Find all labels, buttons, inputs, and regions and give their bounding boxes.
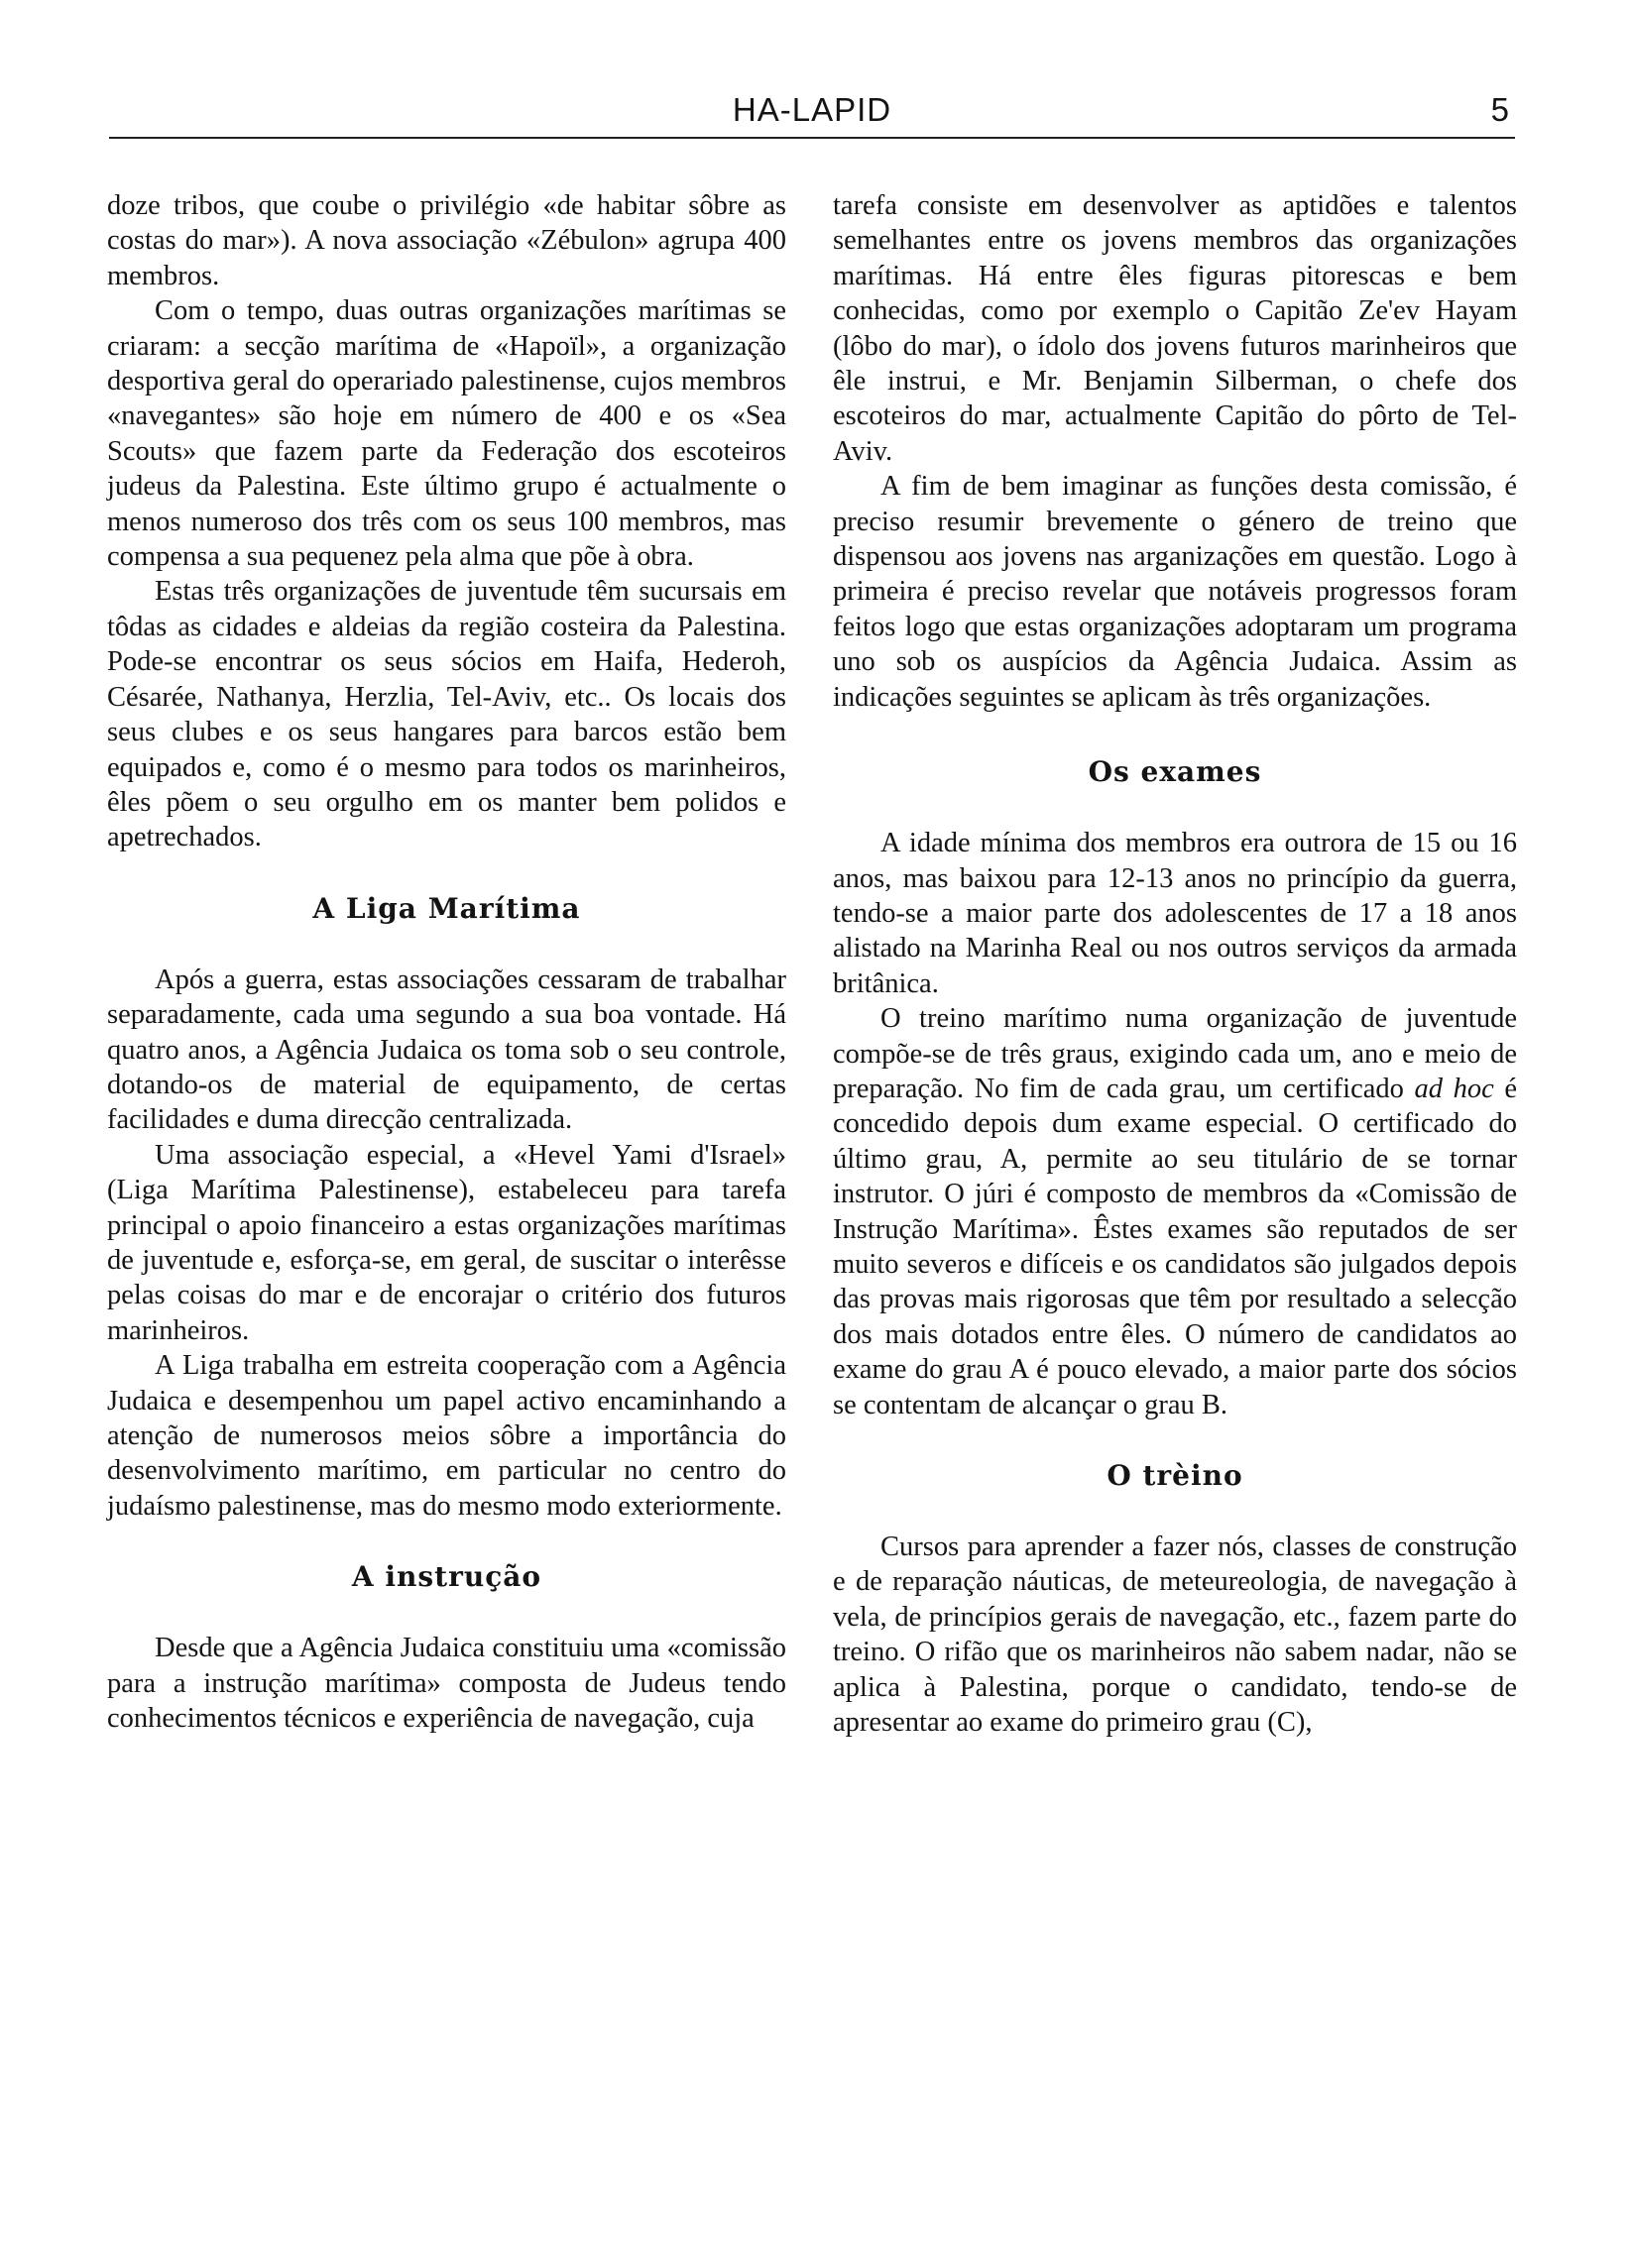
paragraph: Desde que a Agência Judaica constituiu uma «comissão para a instrução marítima» composta de Judeus tendo conhecimentos técnicos e experiência de navegação, cuja xyxy=(107,1633,786,1735)
paragraph: Uma associação especial, a «Hevel Yami d'Israel» (Liga Marítima Palestinense), estabeleceu para tarefa principal o apoio financeiro a estas organizações marítimas de juventude e, esforça-se, em geral, de suscitar o interêsse pelas coisas do mar e de encorajar o critério dos futuros marinheiros. xyxy=(107,1139,786,1346)
page-number: 5 xyxy=(1490,91,1509,128)
section-heading-os-exames: Os exames xyxy=(1088,755,1262,789)
section-heading-o-treino: O trèino xyxy=(1107,1459,1243,1492)
paragraph: A fim de bem imaginar as funções desta comissão, é preciso resumir brevemente o género de treino que dispensou aos jovens nas arganizações em questão. Logo à primeira é preciso revelar que notáveis progressos foram feitos logo que estas organizações adoptaram um programa uno sob os auspícios da Agência Judaica. Assim as indicações seguintes se aplicam às três organizações. xyxy=(833,471,1517,713)
section-heading-a-instrucao: A instrução xyxy=(351,1560,542,1594)
paragraph: doze tribos, que coube o privilégio «de habitar sôbre as costas do mar»). A nova associação «Zébulon» agrupa 400 membros. xyxy=(107,190,786,291)
italic-term: ad hoc xyxy=(1414,1073,1494,1104)
running-title: HA-LAPID xyxy=(732,91,892,128)
paragraph: A Liga trabalha em estreita cooperação com a Agência Judaica e desempenhou um papel activo encaminhando a atenção de numerosos meios sôbre a importância do desenvolvimento marítimo, em particular no centro do judaísmo palestinense, mas do mesmo modo exteriormente. xyxy=(107,1350,786,1522)
paragraph: Cursos para aprender a fazer nós, classes de construção e de reparação náuticas, de meteureologia, de navegação à vela, de princípios gerais de navegação, etc., fazem parte do treino. O rifão que os marinheiros não sabem nadar, não se aplica à Palestina, porque o candidato, tendo-se de apresentar ao exame do primeiro grau (C), xyxy=(833,1531,1517,1739)
text-run: é concedido depois dum exame especial. O certificado do último grau, A, permite ao seu titulário de se tornar instrutor. O júri é composto de membros da «Comissão de Instrução Marítima». Êstes exames são reputados de ser muito severos e difíceis e os candidatos são julgados depois das provas mais rigorosas que têm por resultado a selecção dos mais dotados entre êles. O número de candidatos ao exame do grau A é pouco elevado, a maior parte dos sócios se contentam de alcançar o grau B. xyxy=(833,1073,1517,1420)
paragraph: tarefa consiste em desenvolver as aptidões e talentos semelhantes entre os jovens membros das organizações marítimas. Há entre êles figuras pitorescas e bem conhecidas, como por exemplo o Capitão Ze'ev Hayam (lôbo do mar), o ídolo dos jovens futuros marinheiros que êle instrui, e Mr. Benjamin Silberman, o chefe dos escoteiros do mar, actualmente Capitão do pôrto de Tel-Aviv. xyxy=(833,190,1517,467)
right-column xyxy=(833,188,1517,1740)
section-heading-liga-maritima: A Liga Marítima xyxy=(312,891,581,925)
paragraph: Estas três organizações de juventude têm sucursais em tôdas as cidades e aldeias da região costeira da Palestina. Pode-se encontrar os seus sócios em Haifa, Hederoh, Césarée, Nathanya, Herzlia, Tel-Aviv, etc.. Os locais dos seus clubes e os seus hangares para barcos estão bem equipados e, como é o mesmo para todos os marinheiros, êles põem o seu orgulho em os manter bem polidos e apetrechados. xyxy=(107,576,786,853)
paragraph: Após a guerra, estas associações cessaram de trabalhar separadamente, cada uma segundo a sua boa vontade. Há quatro anos, a Agência Judaica os toma sob o seu controle, dotando-os de material de equipamento, de certas facilidades e duma direcção centralizada. xyxy=(107,964,786,1136)
paragraph xyxy=(833,1001,1517,1422)
paragraph: A idade mínima dos membros era outrora de 15 ou 16 anos, mas baixou para 12-13 anos no princípio da guerra, tendo-se a maior parte dos adolescentes de 17 a 18 anos alistado na Marinha Real ou nos outros serviços da armada britânica. xyxy=(833,828,1517,999)
paragraph: Com o tempo, duas outras organizações marítimas se criaram: a secção marítima de «Hapoïl», a organização desportiva geral do operariado palestinense, cujos membros «navegantes» são hoje em número de 400 e os «Sea Scouts» que fazem parte da Federação dos escoteiros judeus da Palestina. Este último grupo é actualmente o menos numeroso dos três com os seus 100 membros, mas compensa a sua pequenez pela alma que põe à obra. xyxy=(107,295,786,573)
text-run: O treino marítimo numa organização de juventude compõe-se de três graus, exigindo cada um, ano e meio de preparação. No fim de cada grau, um certificado xyxy=(833,1003,1517,1104)
left-column xyxy=(107,188,786,1736)
header-rule xyxy=(109,137,1515,139)
